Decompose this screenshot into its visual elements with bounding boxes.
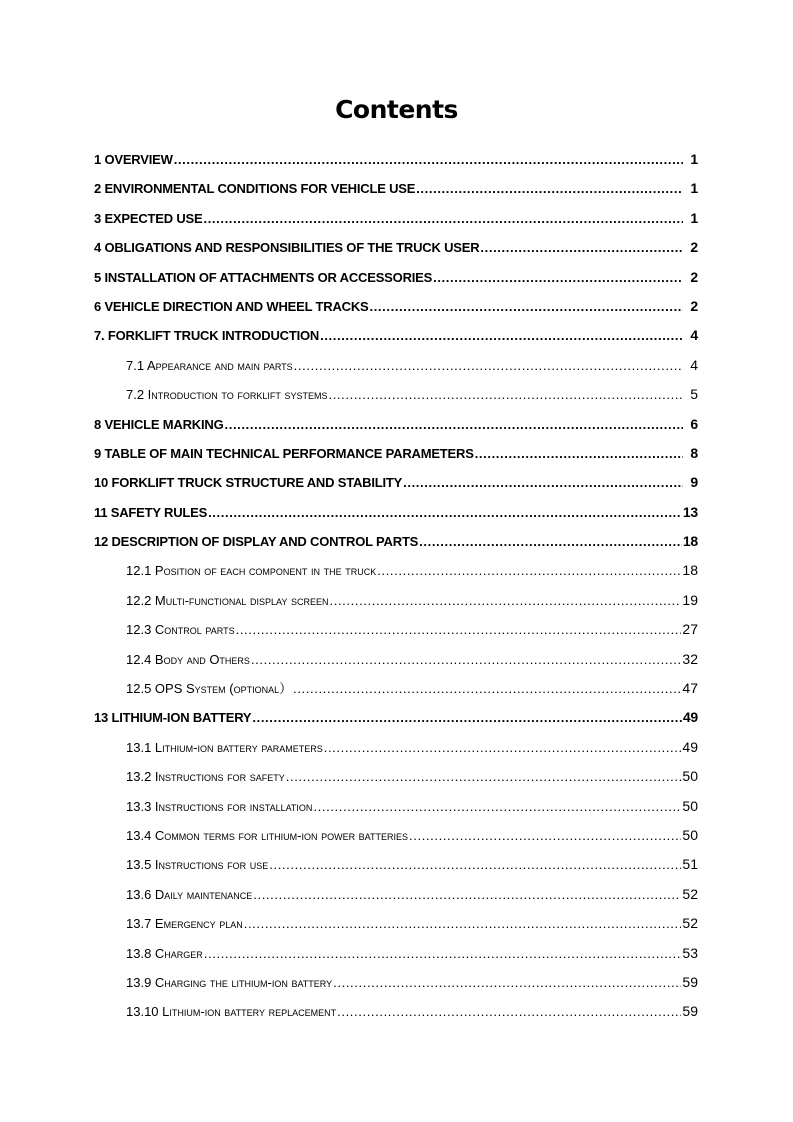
toc-subsection-entry[interactable] xyxy=(94,821,698,850)
toc-page-number: 27 xyxy=(682,621,698,638)
toc-entry-title: 13 LITHIUM-ION BATTERY xyxy=(94,710,252,726)
toc-entry-title: 13.8 Charger xyxy=(126,945,203,961)
toc-entry-title: 13.1 Lithium-ion battery parameters xyxy=(126,739,323,755)
dot-leader xyxy=(252,703,681,732)
dot-leader xyxy=(403,468,683,497)
toc-subsection-entry[interactable] xyxy=(94,615,698,644)
toc-subsection-entry[interactable] xyxy=(94,968,698,997)
toc-entry-title: 10 FORKLIFT TRUCK STRUCTURE AND STABILITY xyxy=(94,475,403,491)
dot-leader xyxy=(251,645,681,674)
toc-page-number: 49 xyxy=(682,709,698,726)
toc-page-number: 13 xyxy=(682,503,698,520)
toc-entry-title: 3 EXPECTED USE xyxy=(94,210,203,226)
toc-subsection-entry[interactable] xyxy=(94,997,698,1026)
toc-section-entry[interactable] xyxy=(94,204,698,233)
toc-subsection-entry[interactable] xyxy=(94,351,698,380)
dot-leader xyxy=(313,792,681,821)
toc-page-number: 53 xyxy=(682,944,698,961)
toc-subsection-entry[interactable] xyxy=(94,762,698,791)
toc-subsection-entry[interactable] xyxy=(94,645,698,674)
toc-page-number: 2 xyxy=(690,297,698,314)
toc-page-number: 50 xyxy=(682,797,698,814)
toc-subsection-entry[interactable] xyxy=(94,380,698,409)
table-of-contents xyxy=(94,145,698,1027)
toc-entry-title: 13.7 Emergency plan xyxy=(126,916,243,932)
toc-page-number: 59 xyxy=(682,1003,698,1020)
dot-leader xyxy=(294,351,683,380)
toc-section-entry[interactable] xyxy=(94,321,698,350)
toc-entry-title: 6 VEHICLE DIRECTION AND WHEEL TRACKS xyxy=(94,298,369,314)
toc-page-number: 8 xyxy=(690,444,698,461)
toc-page-number: 5 xyxy=(690,386,698,403)
toc-page-number: 52 xyxy=(682,885,698,902)
toc-page-number: 50 xyxy=(682,826,698,843)
toc-subsection-entry[interactable] xyxy=(94,909,698,938)
toc-entry-title: 1 OVERVIEW xyxy=(94,152,173,167)
toc-entry-title: 5 INSTALLATION OF ATTACHMENTS OR ACCESSORIES xyxy=(94,269,433,285)
dot-leader xyxy=(174,145,683,174)
toc-subsection-entry[interactable] xyxy=(94,792,698,821)
toc-section-entry[interactable] xyxy=(94,233,698,262)
dot-leader xyxy=(328,380,683,409)
toc-subsection-entry[interactable] xyxy=(94,850,698,879)
toc-subsection-entry[interactable] xyxy=(94,556,698,585)
dot-leader xyxy=(208,498,682,527)
toc-entry-title: 8 VEHICLE MARKING xyxy=(94,416,224,432)
toc-page-number: 4 xyxy=(690,356,698,373)
dot-leader xyxy=(204,939,682,968)
toc-subsection-entry[interactable] xyxy=(94,880,698,909)
toc-entry-title: 13.10 Lithium-ion battery replacement xyxy=(126,1004,337,1020)
dot-leader xyxy=(324,733,682,762)
toc-subsection-entry[interactable] xyxy=(94,586,698,615)
dot-leader xyxy=(409,821,681,850)
toc-entry-title: 12.1 Position of each component in the truck xyxy=(126,563,377,579)
toc-page-number: 1 xyxy=(690,151,698,167)
toc-page-number: 47 xyxy=(682,680,698,697)
toc-page-number: 2 xyxy=(690,268,698,285)
dot-leader xyxy=(377,556,681,585)
toc-section-entry[interactable] xyxy=(94,703,698,732)
toc-section-entry[interactable] xyxy=(94,498,698,527)
page-title: Contents xyxy=(335,95,458,124)
toc-page-number: 52 xyxy=(682,915,698,932)
toc-entry-title: 11 SAFETY RULES xyxy=(94,504,208,520)
dot-leader xyxy=(286,762,682,791)
toc-section-entry[interactable] xyxy=(94,468,698,497)
toc-entry-title: 12.4 Body and Others xyxy=(126,651,250,667)
toc-page-number: 51 xyxy=(682,856,698,873)
dot-leader xyxy=(416,174,683,203)
dot-leader xyxy=(480,233,683,262)
toc-page-number: 6 xyxy=(690,415,698,432)
dot-leader xyxy=(269,850,681,879)
toc-page-number: 4 xyxy=(690,327,698,344)
dot-leader xyxy=(333,968,681,997)
dot-leader xyxy=(293,674,681,703)
toc-entry-title: 13.5 Instructions for use xyxy=(126,857,269,873)
toc-entry-title: 13.4 Common terms for lithium-ion power batteries xyxy=(126,827,409,843)
toc-entry-title: 13.6 Daily maintenance xyxy=(126,886,253,902)
toc-entry-title: 13.9 Charging the lithium-ion battery xyxy=(126,974,333,990)
dot-leader xyxy=(225,410,683,439)
toc-page-number: 1 xyxy=(690,180,698,197)
toc-entry-title: 13.2 Instructions for safety xyxy=(126,769,285,785)
dot-leader xyxy=(203,204,683,233)
toc-section-entry[interactable] xyxy=(94,174,698,203)
toc-section-entry[interactable] xyxy=(94,263,698,292)
dot-leader xyxy=(244,909,682,938)
dot-leader xyxy=(337,997,681,1026)
toc-page-number: 50 xyxy=(682,768,698,785)
toc-entry-title: 7.2 Introduction to forklift systems xyxy=(126,387,328,403)
toc-page-number: 19 xyxy=(682,591,698,608)
dot-leader xyxy=(236,615,682,644)
toc-page-number: 9 xyxy=(690,474,698,491)
toc-page-number: 59 xyxy=(682,973,698,990)
dot-leader xyxy=(369,292,683,321)
toc-section-entry[interactable] xyxy=(94,439,698,468)
dot-leader xyxy=(475,439,683,468)
toc-entry-title: 12.5 OPS System (optional） xyxy=(126,681,293,697)
toc-page-number: 18 xyxy=(682,562,698,579)
dot-leader xyxy=(320,321,683,350)
toc-entry-title: 13.3 Instructions for installation xyxy=(126,798,313,814)
toc-entry-title: 12.3 Control parts xyxy=(126,622,235,638)
dot-leader xyxy=(253,880,681,909)
toc-section-entry[interactable] xyxy=(94,145,698,174)
dot-leader xyxy=(433,263,683,292)
toc-entry-title: 4 OBLIGATIONS AND RESPONSIBILITIES OF THE TRUCK USER xyxy=(94,240,480,256)
dot-leader xyxy=(419,527,682,556)
toc-entry-title: 9 TABLE OF MAIN TECHNICAL PERFORMANCE PARAMETERS xyxy=(94,445,474,461)
toc-page-number: 1 xyxy=(690,209,698,226)
toc-section-entry[interactable] xyxy=(94,292,698,321)
toc-page-number: 32 xyxy=(682,650,698,667)
toc-entry-title: 12.2 Multi-functional display screen xyxy=(126,592,329,608)
toc-entry-title: 7. FORKLIFT TRUCK INTRODUCTION xyxy=(94,328,320,344)
toc-entry-title: 12 DESCRIPTION OF DISPLAY AND CONTROL PARTS xyxy=(94,534,419,550)
toc-page-number: 18 xyxy=(682,533,698,550)
toc-section-entry[interactable] xyxy=(94,410,698,439)
toc-subsection-entry[interactable] xyxy=(94,939,698,968)
toc-subsection-entry[interactable] xyxy=(94,733,698,762)
toc-page-number: 2 xyxy=(690,239,698,256)
toc-entry-title: 2 ENVIRONMENTAL CONDITIONS FOR VEHICLE USE xyxy=(94,181,416,197)
dot-leader xyxy=(330,586,682,615)
toc-section-entry[interactable] xyxy=(94,527,698,556)
toc-page-number: 49 xyxy=(682,738,698,755)
toc-subsection-entry[interactable] xyxy=(94,674,698,703)
toc-entry-title: 7.1 Appearance and main parts xyxy=(126,357,293,373)
